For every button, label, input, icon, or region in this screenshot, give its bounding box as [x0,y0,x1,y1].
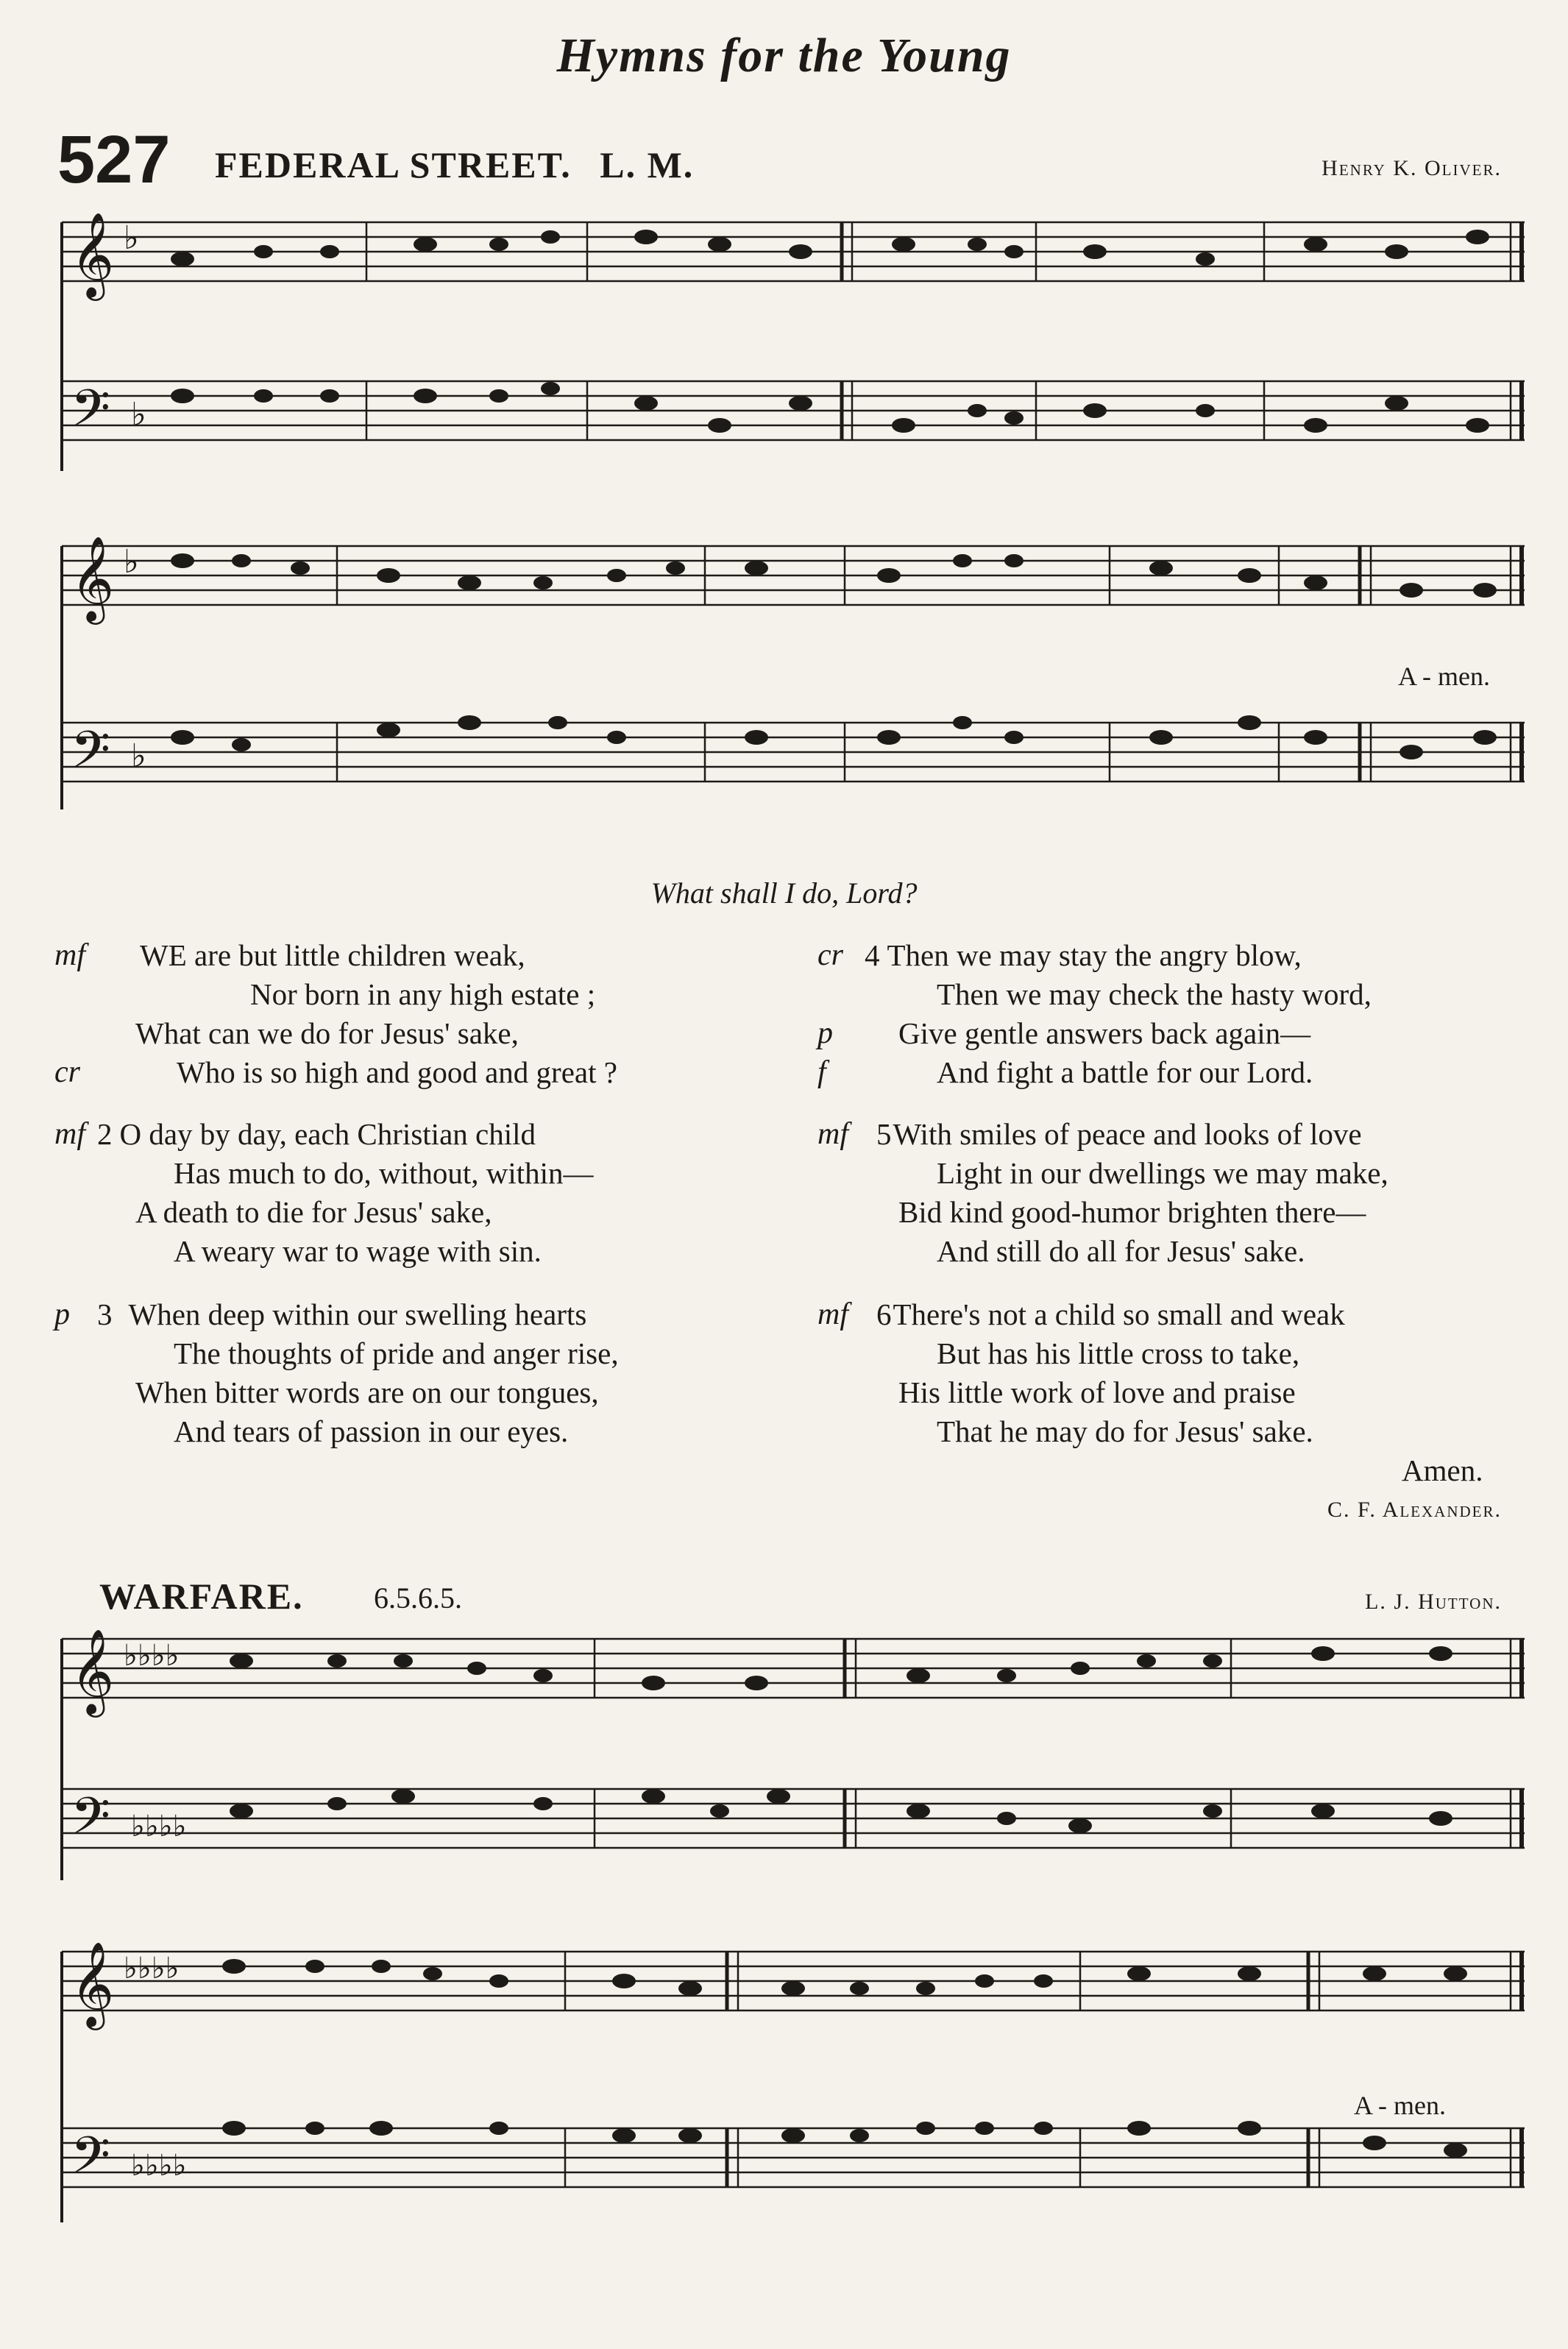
tune2-composer: L. J. Hutton. [1365,1590,1502,1614]
dynamic-mark: cr [54,1055,80,1089]
verse-line: Light in our dwellings we may make, [937,1156,1388,1190]
dynamic-mark: p [54,1297,70,1331]
verse-line-text: Then we may stay the angry blow, [887,938,1302,972]
verse-line: Give gentle answers back again— [898,1016,1311,1050]
dynamic-mark: mf [54,938,85,972]
verse-number: 4 [865,938,880,972]
dynamic-mark: mf [817,1117,848,1151]
svg-text:♭: ♭ [131,397,146,433]
music-system-4 [57,1935,1528,2230]
svg-text:𝄢: 𝄢 [71,1789,111,1857]
tune-name: FEDERAL STREET. [215,144,572,185]
verse-line [865,936,1542,975]
hymn-subtitle: What shall I do, Lord? [650,876,918,910]
verse-number: 3 [97,1297,113,1331]
verses [0,936,1568,1495]
verse-line [876,1115,1553,1154]
dynamic-mark: mf [54,1117,85,1151]
svg-text:𝄞: 𝄞 [71,1944,115,2025]
dynamic-mark: cr [817,938,843,972]
verse-line: Bid kind good-humor brighten there— [898,1195,1366,1229]
verse-number: 6 [876,1297,892,1331]
verse-line: What can we do for Jesus' sake, [135,1016,519,1050]
verse-line: A weary war to wage with sin. [174,1234,542,1268]
svg-text:♭: ♭ [131,738,146,774]
tune-title [215,144,694,186]
svg-text:♭♭♭♭: ♭♭♭♭ [131,1810,187,1843]
verse-line: When bitter words are on our tongues, [135,1375,599,1409]
verse-4 [817,936,1542,1092]
svg-text:♭♭♭♭: ♭♭♭♭ [124,1952,180,1985]
svg-text:♭: ♭ [124,544,139,580]
dynamic-mark: f [817,1055,826,1089]
music-system-2 [57,530,1528,817]
music-system-3 [57,1623,1528,1888]
verse-line-text: When deep within our swelling hearts [128,1297,587,1331]
verse-line: But has his little cross to take, [937,1336,1300,1370]
verse-line [97,1115,774,1154]
verse-line: Who is so high and good and great ? [177,1055,617,1089]
verse-line: And tears of passion in our eyes. [174,1414,569,1448]
amen-label-1: A - men. [1398,662,1490,691]
tune2-name: WARFARE. [99,1576,304,1617]
verse-line: And fight a battle for our Lord. [937,1055,1313,1089]
verse-6 [817,1295,1542,1451]
amen-label-2: A - men. [1354,2091,1446,2120]
svg-text:𝄞: 𝄞 [71,214,115,296]
verse-number: 2 [97,1117,113,1151]
verse-line [876,1295,1553,1334]
svg-text:𝄢: 𝄢 [71,2128,111,2197]
verse-line-text: There's not a child so small and weak [893,1297,1345,1331]
verse-line [97,1295,774,1334]
tune2-meter: 6.5.6.5. [374,1581,462,1615]
verse-3 [54,1295,809,1451]
verse-line: Nor born in any high estate ; [250,977,596,1011]
svg-text:𝄢: 𝄢 [71,723,111,791]
svg-text:♭♭♭♭: ♭♭♭♭ [124,1639,180,1672]
hymn-author: C. F. Alexander. [1327,1498,1502,1522]
verse-line: His little work of love and praise [898,1375,1296,1409]
verse-line: Then we may check the hasty word, [937,977,1372,1011]
verse-line-text: O day by day, each Christian child [119,1117,536,1151]
verse-line: The thoughts of pride and anger rise, [174,1336,619,1370]
verse-number: 5 [876,1117,892,1151]
verse-line: And still do all for Jesus' sake. [937,1234,1305,1268]
verse-line: Has much to do, without, within— [174,1156,594,1190]
page-header: Hymns for the Young [556,29,1012,82]
dynamic-mark: p [817,1016,833,1050]
dynamic-mark: mf [817,1297,848,1331]
verse-5 [817,1115,1542,1271]
svg-text:𝄞: 𝄞 [71,538,115,620]
svg-text:♭♭♭♭: ♭♭♭♭ [131,2149,187,2182]
verse-amen: Amen. [1402,1453,1483,1487]
composer: Henry K. Oliver. [1322,156,1502,180]
svg-text:𝄢: 𝄢 [71,381,111,450]
verse-line: That he may do for Jesus' sake. [937,1414,1313,1448]
verse-line-text: With smiles of peace and looks of love [893,1117,1362,1151]
svg-text:♭: ♭ [124,220,139,256]
verse-2 [54,1115,809,1271]
verse-1 [54,936,809,1092]
svg-text:𝄞: 𝄞 [71,1631,115,1712]
verse-line: WE are but little children weak, [140,938,525,972]
verse-line: A death to die for Jesus' sake, [135,1195,492,1229]
hymn-number: 527 [57,122,171,197]
music-system-1 [57,206,1528,471]
tune-meter: L. M. [600,144,695,185]
